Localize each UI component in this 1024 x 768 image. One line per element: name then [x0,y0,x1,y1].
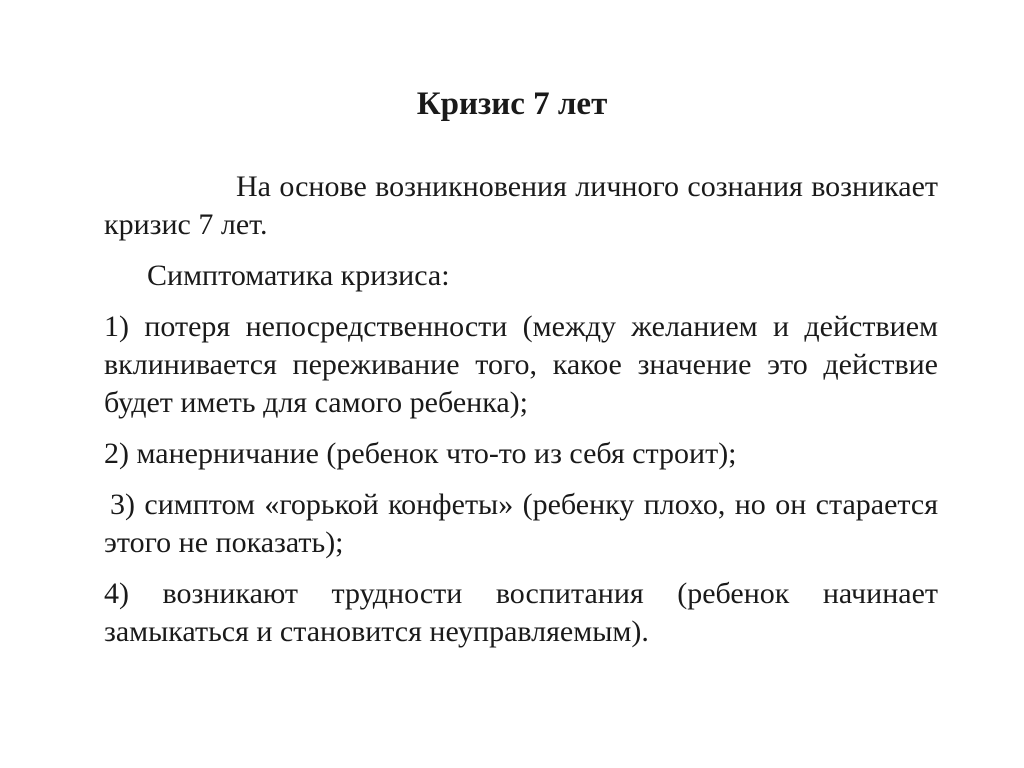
symptom-item-2: 2) манерничание (ребенок что-то из себя строит); [104,437,737,470]
symptoms-heading: Симптоматика кризиса: [147,259,450,292]
slide-title: Кризис 7 лет [416,86,608,122]
slide-body [104,168,938,651]
symptom-item-1: 1) потеря непосредственности (между желанием и действием вклинивается переживание того, какое значение это действие будет иметь для самого ребенка); [104,310,938,419]
symptom-item-3: 3) симптом «горькой конфеты» (ребенку плохо, но он старается этого не показать); [104,488,938,559]
intro-paragraph: На основе возникновения личного сознания возникает кризис 7 лет. [104,170,938,241]
symptom-item-4: 4) возникают трудности воспитания (ребенок начинает замыкаться и становится неуправляемым). [104,577,938,648]
